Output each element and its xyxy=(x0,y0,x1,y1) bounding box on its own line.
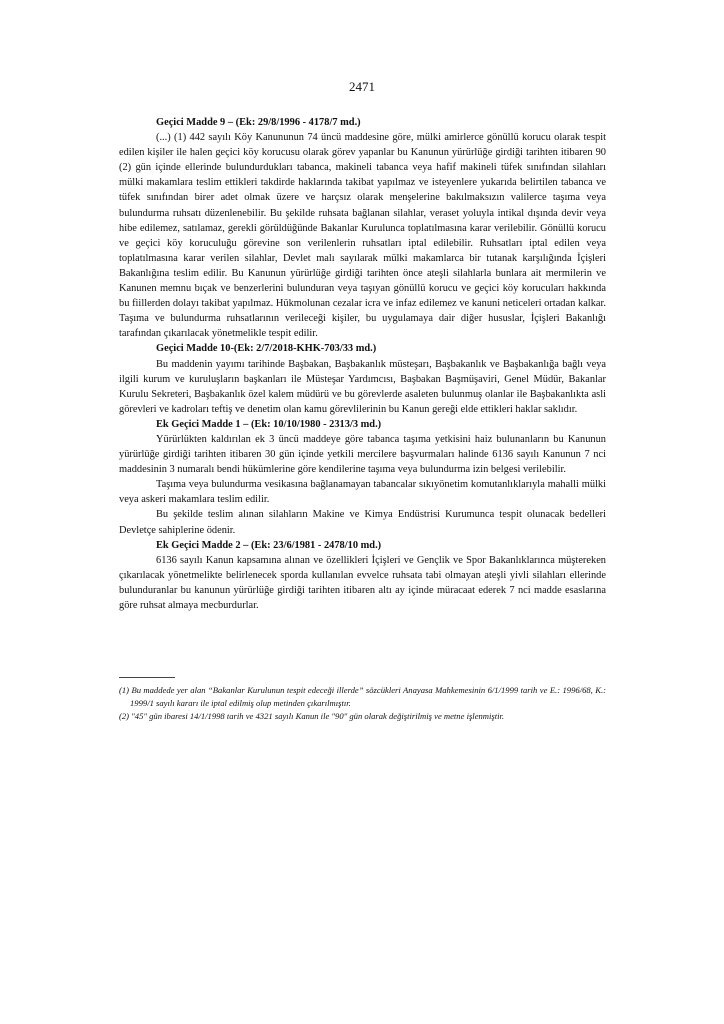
footnote-1: (1) Bu maddede yer alan “Bakanlar Kurulunun tespit edeceği illerde” sözcükleri Anayasa Mahkemesinin 6/1/1999 tarih ve E.: 1996/68, K.: 1999/1 sayılı kararı ile iptal edilmiş olup metinden çıkarılmıştır. xyxy=(119,685,606,709)
footnote-divider xyxy=(119,677,175,678)
footnotes xyxy=(119,684,606,724)
footnote-2: (2) "45" gün ibaresi 14/1/1998 tarih ve 4321 sayılı Kanun ile "90" gün olarak değiştirilmiş ve metne işlenmiştir. xyxy=(119,711,505,722)
section-heading-ek-gecici-madde-2: Ek Geçici Madde 2 – (Ek: 23/6/1981 - 2478/10 md.) xyxy=(156,539,382,551)
paragraph: Bu şekilde teslim alınan silahların Makine ve Kimya Endüstrisi Kurumunca tespit olunacak bedelleri Devletçe sahiplerine ödenir. xyxy=(119,509,606,536)
section-heading-gecici-madde-9: Geçici Madde 9 – (Ek: 29/8/1996 - 4178/7 md.) xyxy=(156,117,361,128)
paragraph: (...) (1) 442 sayılı Köy Kanununun 74 üncü maddesine göre, mülki amirlerce gönüllü korucu olarak tespit edilen kişiler ile halen geçici köy korucusu olarak görev yapanlar bu Kanunun yürürlüğe girdiği tarihten itibaren 90 (2) gün içinde ellerinde bulundurdukları tabanca, makineli tabanca veya hafif makineli tüfek sınıfından silahları mülki makamlara teslim ettikleri takdirde haklarında takibat yapılmaz ve isteyenlere yukarıda belirtilen tabanca ve tüfek sınıfından birer adet olmak üzere ve harçsız olarak menşelerine bakılmaksızın valilerce taşıma veya bulundurma ruhsatı düzenlenebilir. Bu şekilde ruhsata bağlanan silahlar, veraset yoluyla intikal dışında devir veya hibe edilemez, satılamaz, gerekli görüldüğünde Bakanlar Kurulunca toplatılmasına karar verilebilir. Gönüllü korucu ve geçici köy koruculuğu görevine son verilenlerin ruhsatları iptal edilebilir. Ruhsatları iptal edilen veya toplatılmasına karar verilen silahlar, Devlet malı sayılarak mülki makamlarca bir tutanak karşılığında İçişleri Bakanlığına teslim edilir. Bu Kanunun yürürlüğe girdiği tarihten önce ateşli silahlarla bunlara ait mermilerin ve Kanunen memnu bıçak ve benzerlerini bulunduran veya taşıyan gönüllü korucu ve geçici köy korucuları hakkında bu fiillerden dolayı takibat yapılmaz. Hükmolunan cezalar icra ve infaz edilemez ve kanuni neticeleri ortadan kalkar. Taşıma ve bulundurma ruhsatlarının verileceği kişiler, bu uygulamaya dair diğer hususlar, İçişleri Bakanlığı tarafından çıkarılacak yönetmelikle tespit edilir. xyxy=(119,132,606,340)
page-number: 2471 xyxy=(349,79,375,94)
paragraph: Yürürlükten kaldırılan ek 3 üncü maddeye göre tabanca taşıma yetkisini haiz bulunanların bu Kanunun yürürlüğe girdiği tarihten itibaren 30 gün içinde yetkili mercilere başvurmaları halinde 6136 sayılı Kanunun 7 nci maddesinin 3 numaralı bendi hükümlerine göre kendilerine taşıma veya bulundurma izin belgesi verilebilir. xyxy=(119,433,606,476)
paragraph: Bu maddenin yayımı tarihinde Başbakan, Başbakanlık müsteşarı, Başbakanlık ve Başbakanlığa bağlı veya ilgili kurum ve kuruluşların başkanları ile Müsteşar Yardımcısı, Başbakan Başmüşaviri, Genel Müdür, Bakanlar Kurulu Sekreteri, Başbakanlık özel kalem müdürü ve bu görevlerde asaleten bulunmuş olanlar ile Başbakanlıkta asli görevleri ve kadroları teftiş ve denetim olan kamu görevlilerinin bu Kanun gereği elde ettikleri haklar saklıdır. xyxy=(119,358,606,415)
paragraph: Taşıma veya bulundurma vesikasına bağlanamayan tabancalar sıkıyönetim komutanlıklarıyla mahalli mülki veya askeri makamlara teslim edilir. xyxy=(119,479,606,506)
main-text xyxy=(119,115,606,613)
section-heading-ek-gecici-madde-1: Ek Geçici Madde 1 – (Ek: 10/10/1980 - 2313/3 md.) xyxy=(156,418,382,430)
section-heading-gecici-madde-10: Geçici Madde 10-(Ek: 2/7/2018-KHK-703/33 md.) xyxy=(156,343,377,355)
paragraph: 6136 sayılı Kanun kapsamına alınan ve özellikleri İçişleri ve Gençlik ve Spor Bakanlıklarınca müştereken çıkarılacak yönetmelikte belirlenecek sporda kullanılan evvelce ruhsata tabi olmayan ateşli yivli silahları ellerinde bulunduranlar bu kanunun yürürlüğe girdiği tarihten itibaren altı ay içinde müracaat ederek 7 nci madde esaslarına göre ruhsat almaya mecburdurlar. xyxy=(119,554,606,611)
